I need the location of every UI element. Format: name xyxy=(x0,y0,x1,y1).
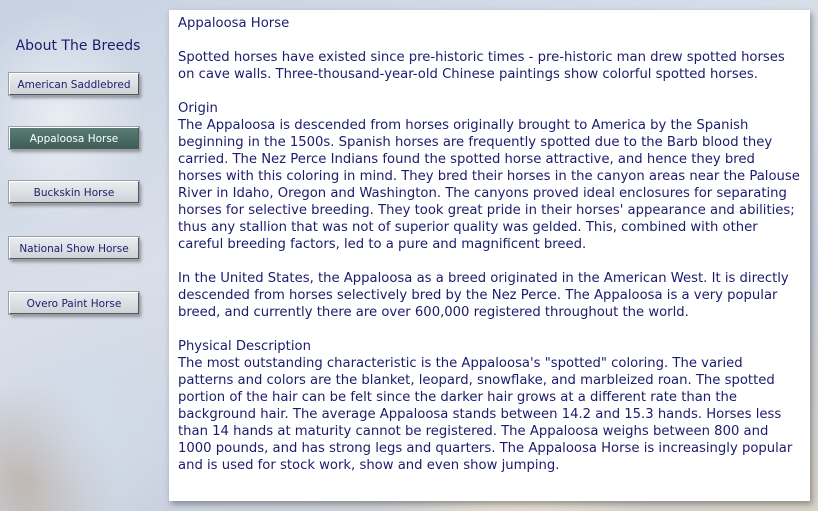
origin-text: The Appaloosa is descended from horses originally brought to America by the Spanish beginning in the 1500s. Spanish horses are frequently spotted due to the Barb blood they carried. The Nez Perce Indians found the spotted horse attractive, and hence they bred horses with this coloring in mind. They bred their horses in the canyon areas near the Palouse River in Idaho, Oregon and Washington. The canyons proved ideal enclosures for separating horses for selective breeding. They took great pride in their horses' appearance and abilities; thus any stallion that was not of superior quality was gelded. This, combined with other careful breeding factors, led to a pure and magnificent breed. xyxy=(178,118,800,252)
nav-button-overo-paint-horse[interactable]: Overo Paint Horse xyxy=(9,292,139,314)
content-panel xyxy=(169,10,810,501)
physical-text: The most outstanding characteristic is the Appaloosa's "spotted" coloring. The varied patterns and colors are the blanket, leopard, snowflake, and marbleized roan. The spotted portion of the hair can be felt since the darker hair grows at a different rate than the background hair. The average Appaloosa stands between 14.2 and 15.3 hands. Horses less than 14 hands at maturity cannot be registered. The Appaloosa weighs between 800 and 1000 pounds, and has strong legs and quarters. The Appaloosa Horse is increasingly popular and is used for stock work, show and even show jumping. xyxy=(178,356,793,473)
origin-heading: Origin xyxy=(178,101,218,116)
us-paragraph: In the United States, the Appaloosa as a breed originated in the American West. It is directly descended from horses selectively bred by the Nez Perce. The Appaloosa is a very popular breed, and currently there are over 600,000 registered throughout the world. xyxy=(178,271,789,320)
origin-section xyxy=(178,100,801,253)
physical-heading: Physical Description xyxy=(178,339,311,354)
physical-section xyxy=(178,338,801,474)
sidebar-title: About The Breeds xyxy=(15,38,141,54)
nav-button-national-show-horse[interactable]: National Show Horse xyxy=(9,237,139,259)
nav-button-american-saddlebred[interactable]: American Saddlebred xyxy=(9,73,139,95)
nav-button-appaloosa-horse[interactable]: Appaloosa Horse xyxy=(9,127,139,149)
nav-button-buckskin-horse[interactable]: Buckskin Horse xyxy=(9,181,139,203)
page-title: Appaloosa Horse xyxy=(178,16,290,31)
intro-paragraph: Spotted horses have existed since pre-historic times - pre-historic man drew spotted horses on cave walls. Three-thousand-year-old Chinese paintings show colorful spotted horses. xyxy=(178,50,785,82)
